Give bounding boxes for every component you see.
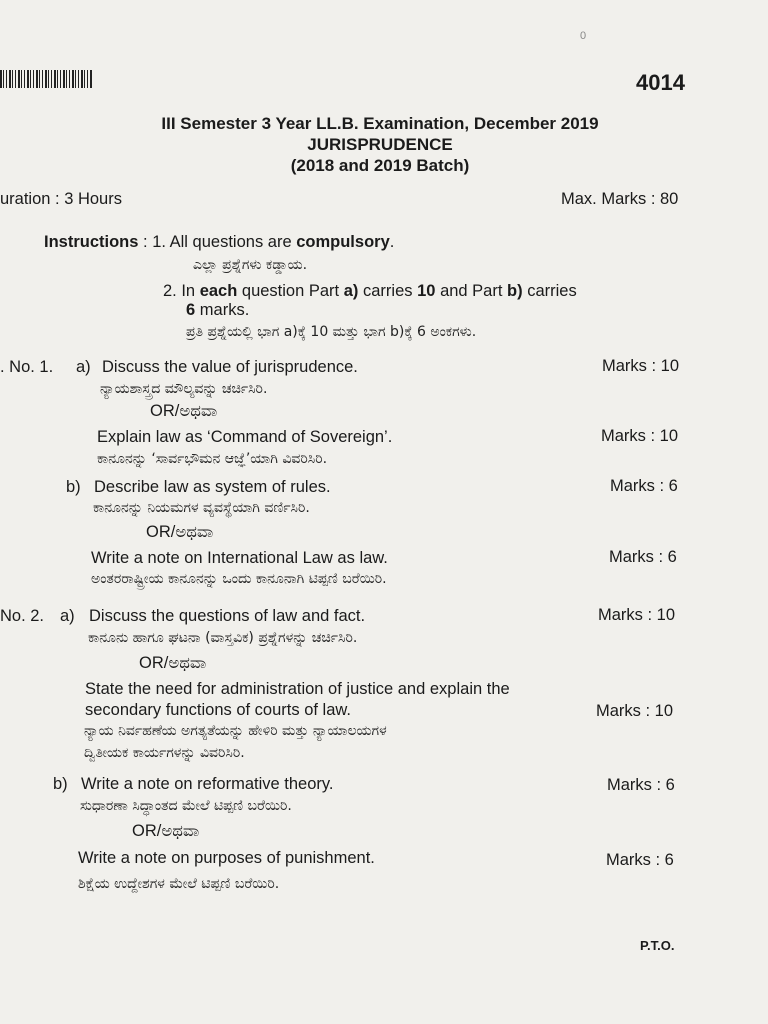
q2a-text: Discuss the questions of law and fact. [89, 607, 366, 625]
q2a-alt-kannada-2: ದ್ವಿತೀಯಕ ಕಾರ್ಯಗಳನ್ನು ವಿವರಿಸಿರಿ. [84, 745, 245, 761]
q2a-kannada: ಕಾನೂನು ಹಾಗೂ ಘಟನಾ (ವಾಸ್ತವಿಕ) ಪ್ರಶ್ನೆಗಳನ್ನು ಚರ್ಚಿಸಿರಿ. [88, 630, 358, 646]
q1a-alt-marks: Marks : 10 [601, 427, 679, 445]
q1b-label: b) [66, 478, 81, 496]
q1a-marks: Marks : 10 [602, 357, 680, 375]
instruction-1-prefix: : 1. All questions are [143, 233, 292, 251]
q1a-label: a) [76, 358, 91, 376]
q2a-alt-kannada-1: ನ್ಯಾಯ ನಿರ್ವಹಣೆಯ ಅಗತ್ಯತೆಯನ್ನು ಹೇಳಿರಿ ಮತ್ತು ನ್ಯಾಯಾಲಯಗಳ [84, 723, 387, 739]
q1a-alt-text: Explain law as ‘Command of Sovereign’. [97, 428, 393, 446]
instruction-2-line-2 [186, 301, 249, 320]
batch-info: (2018 and 2019 Batch) [290, 156, 470, 175]
q1b-text: Describe law as system of rules. [94, 478, 331, 496]
question-1-label: . No. 1. [0, 358, 54, 376]
q1b-marks: Marks : 6 [610, 477, 678, 495]
q1b-alt-marks: Marks : 6 [609, 548, 677, 566]
q2b-marks: Marks : 6 [607, 776, 675, 794]
q1b-kannada: ಕಾನೂನನ್ನು ನಿಯಮಗಳ ವ್ಯವಸ್ಥೆಯಾಗಿ ವರ್ಣಿಸಿರಿ. [93, 500, 310, 516]
q1a-or: OR/ಅಥವಾ [150, 402, 218, 420]
subject-title: JURISPRUDENCE [307, 135, 453, 154]
instruction-2-kannada: ಪ್ರತಿ ಪ್ರಶ್ನೆಯಲ್ಲಿ ಭಾಗ a)ಕ್ಕೆ 10 ಮತ್ತು ಭಾಗ b)ಕ್ಕೆ 6 ಅಂಕಗಳು. [186, 324, 477, 340]
instruction-1-bold: compulsory [296, 233, 390, 251]
instruction-1-suffix: . [389, 233, 395, 251]
pto-label: P.T.O. [640, 938, 675, 953]
q2b-kannada: ಸುಧಾರಣಾ ಸಿದ್ಧಾಂತದ ಮೇಲೆ ಟಿಪ್ಪಣಿ ಬರೆಯಿರಿ. [80, 798, 292, 814]
instruction-2-ten: 10 [417, 282, 436, 300]
q2a-marks: Marks : 10 [598, 606, 676, 624]
q2a-label: a) [60, 607, 75, 625]
instruction-2 [163, 282, 577, 301]
q1b-alt-kannada: ಅಂತರರಾಷ್ಟ್ರೀಯ ಕಾನೂನನ್ನು ಒಂದು ಕಾನೂನಾಗಿ ಟಿಪ್ಪಣಿ ಬರೆಯಿರಿ. [91, 571, 387, 587]
q2a-alt-marks: Marks : 10 [596, 702, 674, 720]
barcode [0, 70, 92, 88]
instruction-2-part-a: a) [343, 282, 359, 300]
question-2-label: No. 2. [0, 607, 45, 625]
max-marks: Max. Marks : 80 [561, 190, 679, 208]
instruction-2-text-4: carries [527, 282, 577, 300]
instruction-1 [44, 233, 394, 252]
q1a-alt-kannada: ಕಾನೂನನ್ನು ‘ಸಾರ್ವಭೌಮನ ಆಜ್ಞೆ’ಯಾಗಿ ವಿವರಿಸಿರಿ. [97, 451, 328, 467]
exam-title: III Semester 3 Year LL.B. Examination, December 2019 [161, 114, 599, 133]
q2b-or: OR/ಅಥವಾ [132, 822, 200, 840]
q2b-alt-text: Write a note on purposes of punishment. [78, 849, 375, 867]
q1a-kannada: ನ್ಯಾಯಶಾಸ್ತ್ರದ ಮೌಲ್ಯವನ್ನು ಚರ್ಚಿಸಿರಿ. [100, 381, 268, 397]
instructions-label: Instructions [44, 233, 139, 251]
instruction-2-marks: marks. [199, 301, 250, 319]
q2a-or: OR/ಅಥವಾ [139, 654, 207, 672]
instruction-2-each: each [199, 282, 238, 300]
paper-code: 4014 [636, 70, 685, 95]
instruction-1-kannada: ಎಲ್ಲಾ ಪ್ರಶ್ನೆಗಳು ಕಡ್ಡಾಯ. [193, 257, 308, 273]
q1a-text: Discuss the value of jurisprudence. [102, 358, 358, 376]
q2b-alt-marks: Marks : 6 [606, 851, 674, 869]
q2a-alt-line-1: State the need for administration of justice and explain the [85, 680, 510, 698]
q2b-text: Write a note on reformative theory. [81, 775, 334, 793]
duration: uration : 3 Hours [0, 190, 122, 208]
instruction-2-text-2: carries [363, 282, 413, 300]
instruction-2-prefix: 2. In [163, 282, 196, 300]
pen-mark: 0 [580, 30, 587, 42]
q2b-alt-kannada: ಶಿಕ್ಷೆಯ ಉದ್ದೇಶಗಳ ಮೇಲೆ ಟಿಪ್ಪಣಿ ಬರೆಯಿರಿ. [78, 876, 280, 892]
instruction-2-text-3: and Part [440, 282, 503, 300]
q1b-alt-text: Write a note on International Law as law. [91, 549, 388, 567]
q2b-label: b) [53, 775, 68, 793]
instruction-2-text-1: question Part [241, 282, 340, 300]
instruction-2-six: 6 [186, 301, 196, 319]
instruction-2-part-b: b) [507, 282, 523, 300]
q2a-alt-line-2: secondary functions of courts of law. [85, 701, 351, 719]
q1b-or: OR/ಅಥವಾ [146, 523, 214, 541]
